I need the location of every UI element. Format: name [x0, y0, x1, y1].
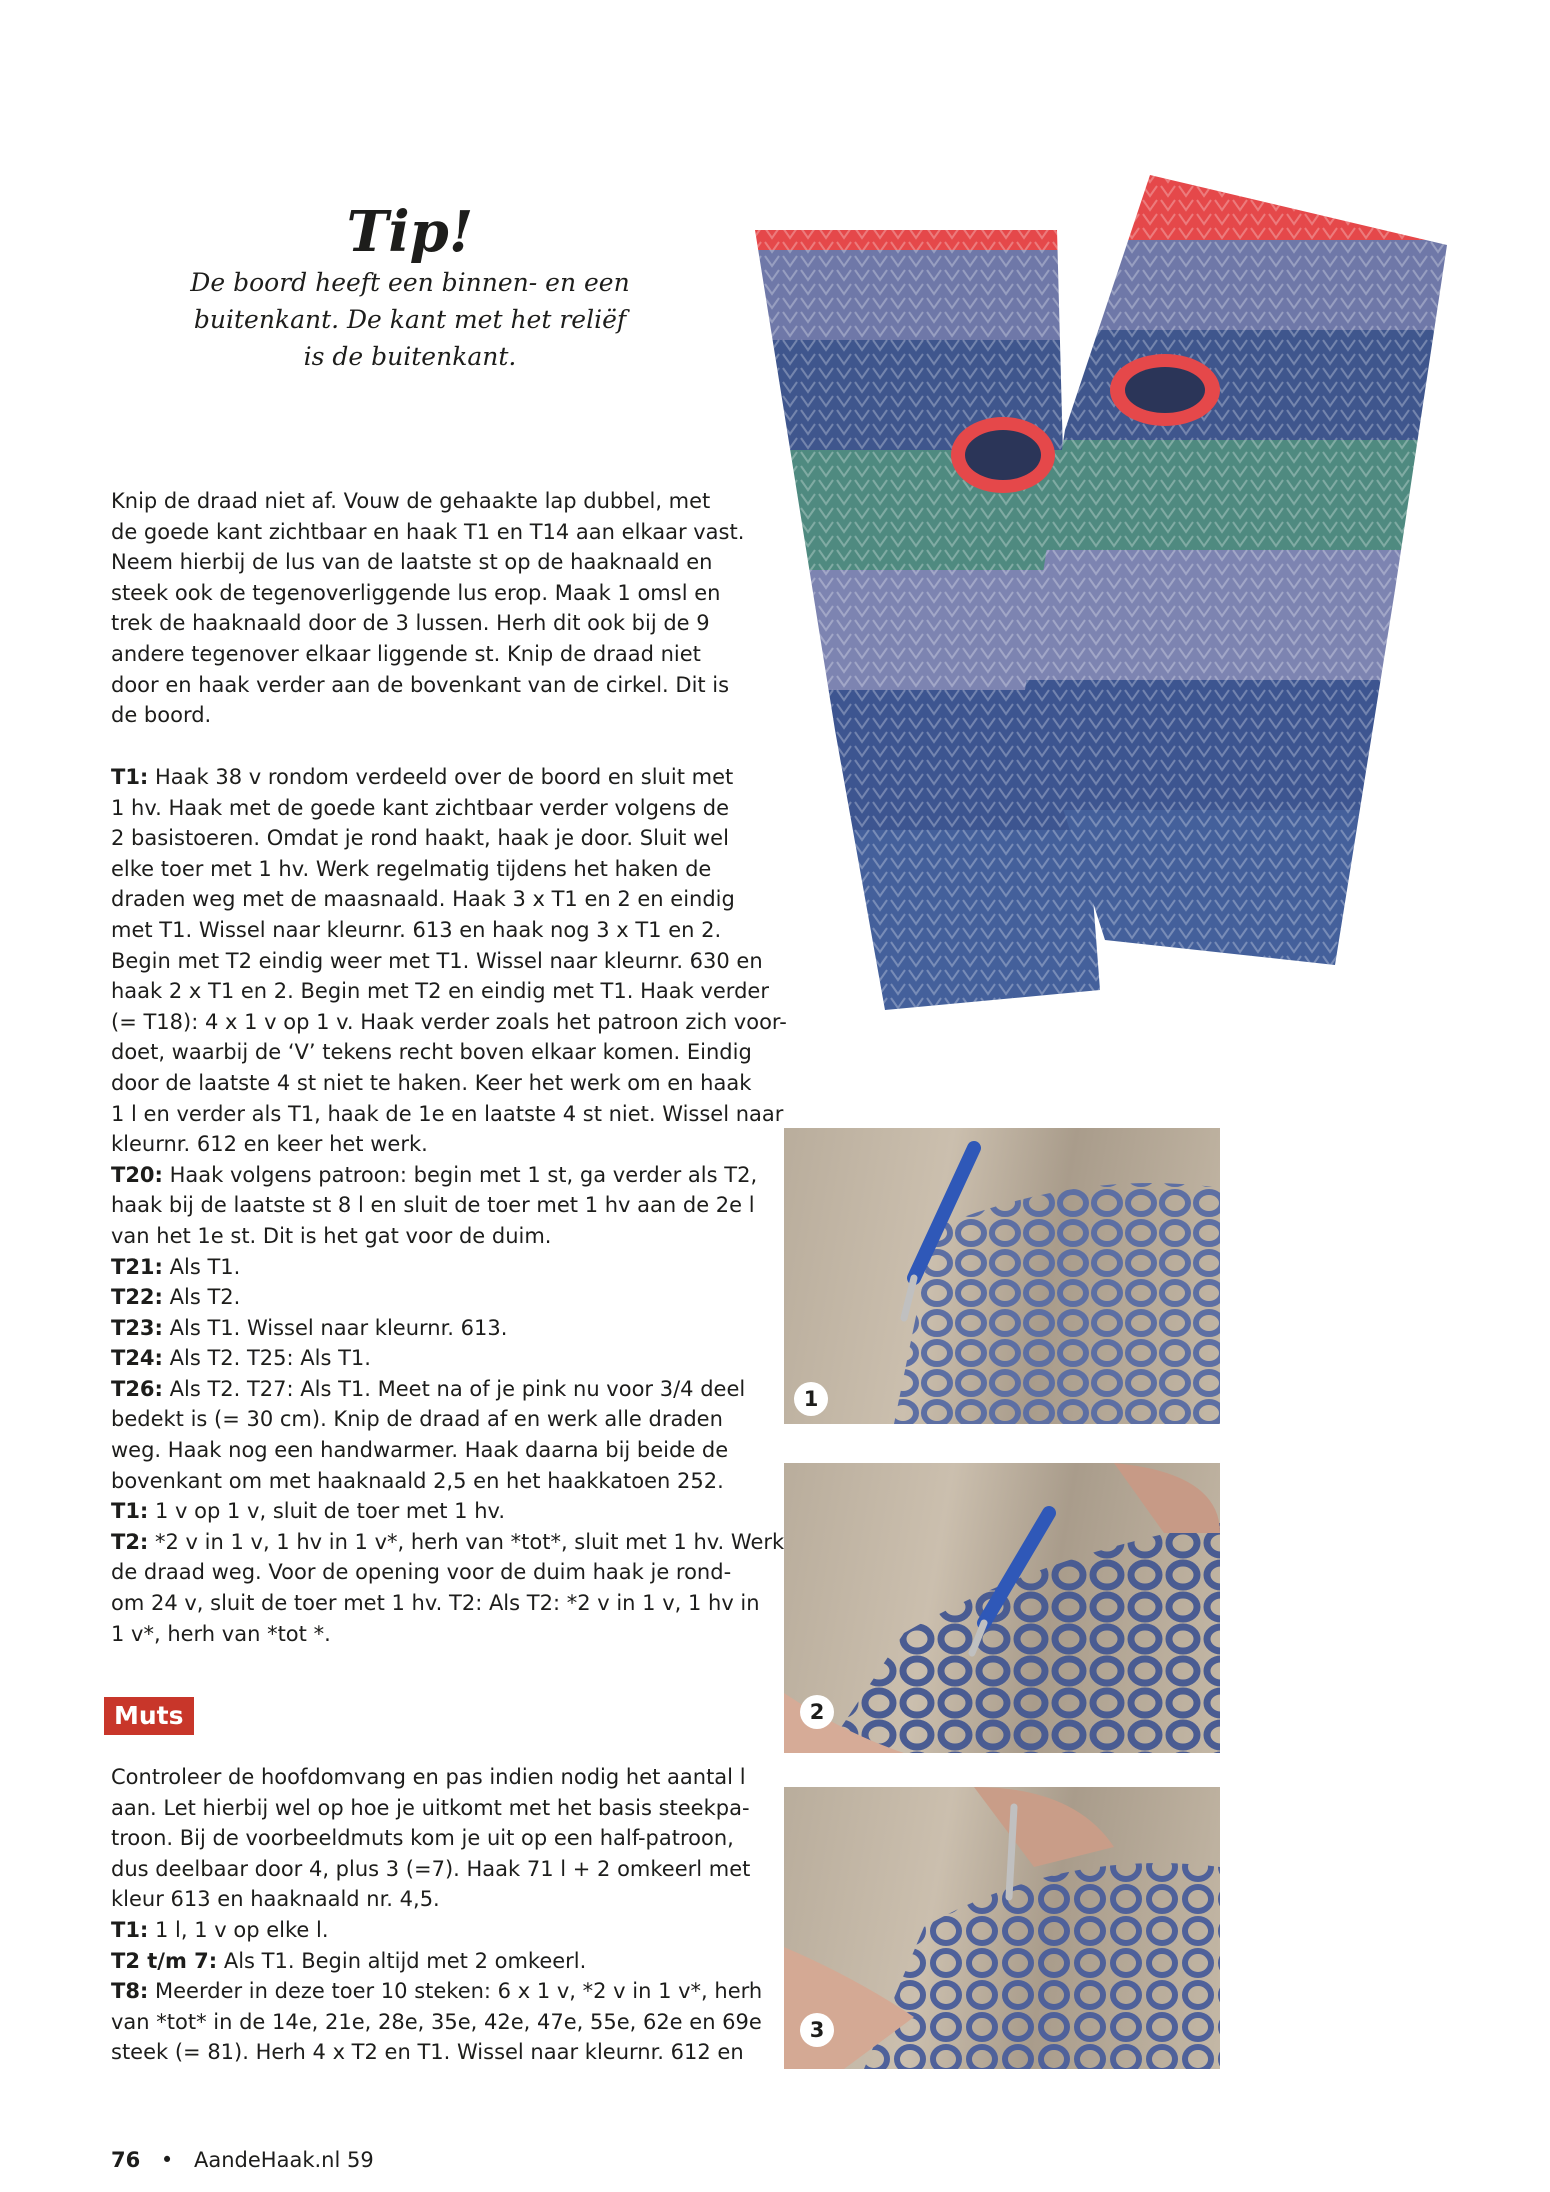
page-number: 76	[111, 2148, 141, 2172]
step-photo-2	[784, 1463, 1220, 1753]
row-text: om 24 v, sluit de toer met 1 hv. T2: Als T2: *2 v in 1 v, 1 hv in	[111, 1591, 760, 1616]
row-text: Als T2.	[162, 1285, 241, 1310]
text-line	[111, 1823, 751, 1854]
row-text: van het 1e st. Dit is het gat voor de duim.	[111, 1223, 552, 1248]
intro-paragraph	[111, 486, 751, 731]
row-text: Als T1. Begin altijd met 2 omkeerl.	[217, 1948, 587, 1973]
row-text: Begin met T2 eindig weer met T1. Wissel naar kleurnr. 630 en	[111, 948, 763, 973]
row-label: T1:	[111, 1499, 149, 1524]
row-text: (= T18): 4 x 1 v op 1 v. Haak verder zoals het patroon zich voor-	[111, 1009, 787, 1034]
text-line: trek de haaknaald door de 3 lussen. Herh dit ook bij de 9	[111, 611, 710, 636]
tip-box	[170, 200, 650, 375]
handwarmers-illustration	[745, 170, 1455, 1050]
tip-line: De boord heeft een binnen- en een	[190, 268, 630, 297]
row-label: T26:	[111, 1376, 163, 1401]
text-line	[111, 1557, 751, 1588]
row-text: 1 l, 1 v op elke l.	[148, 1917, 329, 1942]
text-line: andere tegenover elkaar liggende st. Knip de draad niet	[111, 641, 701, 666]
row-text: Controleer de hoofdomvang en pas indien nodig het aantal l	[111, 1765, 746, 1789]
row-label: T1:	[111, 1917, 149, 1942]
tip-title: Tip!	[346, 199, 474, 265]
row-text: steek (= 81). Herh 4 x T2 en T1. Wissel naar kleurnr. 612 en	[111, 2040, 744, 2065]
muts-instructions	[111, 1762, 763, 2068]
text-line: Neem hierbij de lus van de laatste st op de haaknaald en	[111, 550, 713, 575]
row-text: met T1. Wissel naar kleurnr. 613 en haak nog 3 x T1 en 2.	[111, 917, 722, 942]
crochet-mesh-illustration	[784, 1787, 1220, 2069]
row-text: troon. Bij de voorbeeldmuts kom je uit op een half-patroon,	[111, 1826, 734, 1851]
row-text: Als T2. T27: Als T1. Meet na of je pink nu voor 3/4 deel	[162, 1376, 746, 1401]
row-text: 1 hv. Haak met de goede kant zichtbaar verder volgens de	[111, 795, 730, 820]
text-line	[111, 1496, 751, 1527]
row-text: haak bij de laatste st 8 l en sluit de toer met 1 hv aan de 2e l	[111, 1193, 755, 1218]
row-label: T8:	[111, 1979, 149, 2004]
text-line	[111, 1037, 751, 1068]
tip-body	[170, 264, 650, 375]
row-text: 1 v op 1 v, sluit de toer met 1 hv.	[148, 1499, 505, 1524]
text-line	[111, 1007, 787, 1038]
text-line	[111, 1404, 751, 1435]
crochet-hook-icon	[1009, 1807, 1014, 1897]
text-line	[111, 1252, 751, 1283]
step-photo-3	[784, 1787, 1220, 2069]
text-line	[111, 1435, 751, 1466]
text-line	[111, 1160, 758, 1191]
text-line	[111, 1282, 751, 1313]
row-text: *2 v in 1 v, 1 hv in 1 v*, herh van *tot*, sluit met 1 hv. Werk	[148, 1529, 785, 1554]
row-text: kleur 613 en haaknaald nr. 4,5.	[111, 1887, 440, 1912]
row-label: T1:	[111, 765, 149, 789]
text-line	[111, 1588, 760, 1619]
row-label: T2 t/m 7:	[111, 1948, 218, 1973]
text-line: door en haak verder aan de bovenkant van de cirkel. Dit is	[111, 672, 730, 697]
section-heading-muts: Muts	[104, 1697, 194, 1735]
text-line	[111, 1915, 751, 1946]
text-line	[111, 823, 751, 854]
crochet-mesh-illustration	[784, 1463, 1220, 1753]
text-line	[111, 1129, 751, 1160]
row-label: T2:	[111, 1529, 149, 1554]
text-line	[111, 2037, 751, 2068]
text-line	[111, 1343, 751, 1374]
row-text: 1 v*, herh van *tot *.	[111, 1621, 331, 1646]
row-text: Haak volgens patroon: begin met 1 st, ga verder als T2,	[162, 1162, 758, 1187]
row-label: T23:	[111, 1315, 163, 1340]
step-badge-3: 3	[800, 2013, 834, 2047]
text-line	[111, 976, 769, 1007]
row-text: dus deelbaar door 4, plus 3 (=7). Haak 71 l + 2 omkeerl met	[111, 1856, 751, 1881]
row-text: de draad weg. Voor de opening voor de duim haak je rond-	[111, 1560, 732, 1585]
row-text: doet, waarbij de ‘V’ tekens recht boven elkaar komen. Eindig	[111, 1040, 752, 1065]
row-text: Meerder in deze toer 10 steken: 6 x 1 v, *2 v in 1 v*, herh	[148, 1979, 763, 2004]
magazine-name: AandeHaak.nl 59	[194, 2148, 374, 2172]
step-badge-1: 1	[794, 1382, 828, 1416]
row-text: van *tot* in de 14e, 21e, 28e, 35e, 42e, 47e, 55e, 62e en 69e	[111, 2009, 762, 2034]
row-text: Als T1. Wissel naar kleurnr. 613.	[162, 1315, 508, 1340]
text-line	[111, 2007, 762, 2038]
row-text: bovenkant om met haaknaald 2,5 en het haakkatoen 252.	[111, 1468, 724, 1493]
text-line	[111, 793, 751, 824]
text-line	[111, 884, 751, 915]
pattern-instructions	[111, 762, 787, 1649]
step-badge-2: 2	[800, 1695, 834, 1729]
row-text: haak 2 x T1 en 2. Begin met T2 en eindig met T1. Haak verder	[111, 979, 769, 1004]
text-line	[111, 1854, 751, 1885]
text-line	[111, 1527, 785, 1558]
crochet-mesh-illustration	[784, 1128, 1220, 1424]
text-line: steek ook de tegenoverliggende lus erop. Maak 1 omsl en	[111, 580, 721, 605]
row-label: T21:	[111, 1254, 163, 1279]
page-footer	[111, 2148, 374, 2172]
tip-line: buitenkant. De kant met het reliëf	[193, 305, 627, 334]
text-line	[111, 854, 751, 885]
text-line	[111, 946, 763, 977]
text-line: de boord.	[111, 703, 212, 728]
tip-line: is de buitenkant.	[303, 342, 517, 371]
text-line	[111, 915, 751, 946]
row-text: 2 basistoeren. Omdat je rond haakt, haak je door. Sluit wel	[111, 826, 729, 851]
text-line	[111, 1793, 751, 1824]
row-text: door de laatste 4 st niet te haken. Keer het werk om en haak	[111, 1070, 752, 1095]
text-line	[111, 1190, 755, 1221]
text-line	[111, 1466, 751, 1497]
row-text: 1 l en verder als T1, haak de 1e en laatste 4 st niet. Wissel naar	[111, 1101, 784, 1126]
row-label: T22:	[111, 1285, 163, 1310]
text-line	[111, 1946, 751, 1977]
row-text: draden weg met de maasnaald. Haak 3 x T1 en 2 en eindig	[111, 887, 735, 912]
row-text: bedekt is (= 30 cm). Knip de draad af en werk alle draden	[111, 1407, 723, 1432]
text-line	[111, 1068, 751, 1099]
text-line	[111, 1221, 751, 1252]
text-line	[111, 1374, 751, 1405]
row-text: weg. Haak nog een handwarmer. Haak daarna bij beide de	[111, 1438, 729, 1463]
row-text: elke toer met 1 hv. Werk regelmatig tijdens het haken de	[111, 856, 712, 881]
row-label: T20:	[111, 1162, 163, 1187]
step-photo-1	[784, 1128, 1220, 1424]
row-text: Als T1.	[162, 1254, 241, 1279]
text-line	[111, 1313, 751, 1344]
text-line	[111, 1762, 751, 1793]
handwarmers-photo	[745, 170, 1455, 1050]
row-label: T24:	[111, 1346, 163, 1371]
text-line	[111, 1619, 751, 1650]
footer-bullet: •	[160, 2148, 174, 2172]
row-text: Als T2. T25: Als T1.	[162, 1346, 371, 1371]
text-line: de goede kant zichtbaar en haak T1 en T14 aan elkaar vast.	[111, 519, 745, 544]
text-line	[111, 1099, 784, 1130]
text-line	[111, 1884, 751, 1915]
row-text: kleurnr. 612 en keer het werk.	[111, 1132, 428, 1157]
row-text: Haak 38 v rondom verdeeld over de boord en sluit met	[148, 765, 734, 789]
text-line	[111, 762, 751, 793]
text-line	[111, 1976, 763, 2007]
hand-shape	[974, 1787, 1114, 1867]
text-line: Knip de draad niet af. Vouw de gehaakte lap dubbel, met	[111, 489, 711, 513]
row-text: aan. Let hierbij wel op hoe je uitkomt met het basis steekpa-	[111, 1795, 750, 1820]
hand-shape	[1114, 1463, 1220, 1533]
